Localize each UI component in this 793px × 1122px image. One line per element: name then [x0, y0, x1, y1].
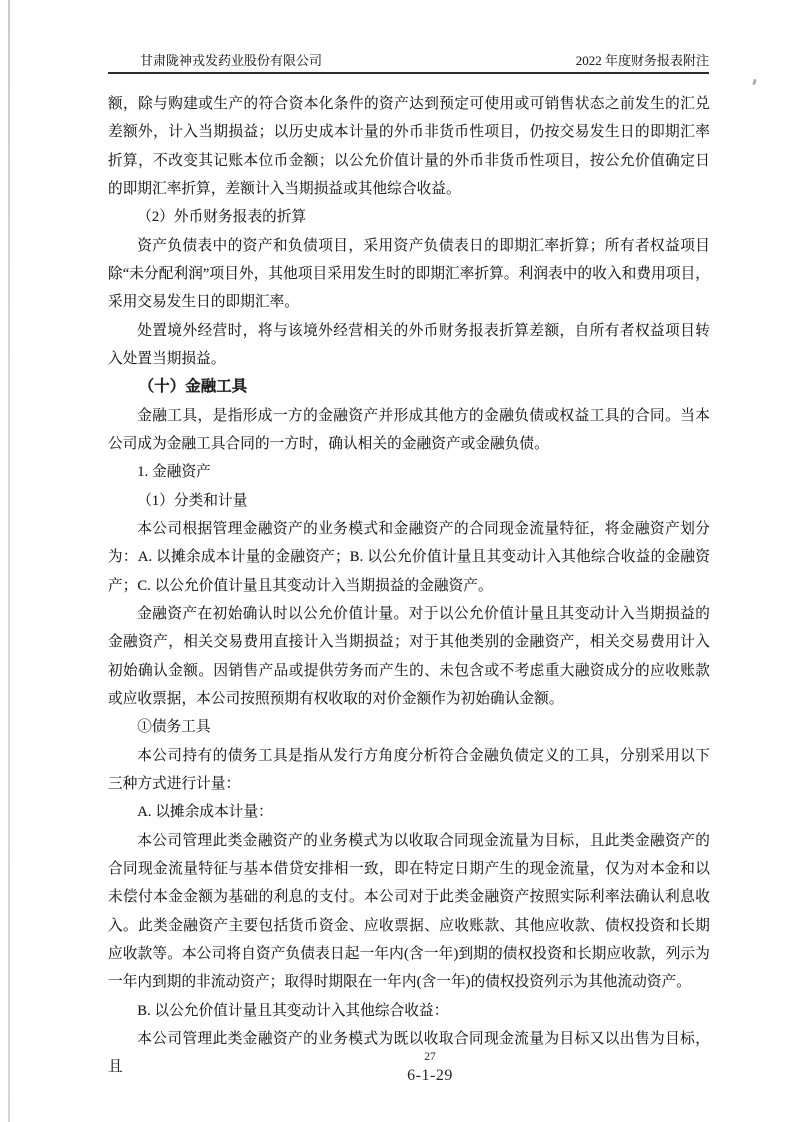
heading-financial-instruments: （十）金融工具: [138, 378, 248, 396]
footer-doc-code: 6-1-29: [407, 1067, 453, 1084]
paragraph-exchange-differences-continued: 额，除与购建或生产的符合资本化条件的资产达到预定可使用或可销售状态之前发生的汇兑差额外，计入当期损益；以历史成本计量的外币非货币性项目，仍按交易发生日的即期汇率折算，不改变其记账本位币金额；以公允价值计量的外币非货币性项目，按公允价值确定日的即期汇率折算，差额计入当期损益或其他综合收益。: [108, 96, 710, 197]
paragraph-fvoci-detail: 本公司管理此类金融资产的业务模式为既以收取合同现金流量为目标又以出售为目标，且: [108, 1030, 710, 1076]
label-classification-and-measurement: （1）分类和计量: [137, 492, 248, 509]
header-company-name: 甘肃陇神戎发药业股份有限公司: [140, 53, 323, 68]
label-fvoci: B. 以公允价值计量且其变动计入其他综合收益：: [137, 1002, 449, 1019]
label-amortized-cost: A. 以摊余成本计量：: [137, 804, 273, 821]
paragraph-classification-categories: 本公司根据管理金融资产的业务模式和金融资产的合同现金流量特征，将金融资产划分为：A. 以摊余成本计量的金融资产；B. 以公允价值计量且其变动计入其他综合收益的金融资产；C. 以公允价值计量且其变动计入当期损益的金融资产。: [108, 520, 710, 594]
label-debt-instruments: ①债务工具: [137, 719, 211, 736]
scan-speck: [752, 79, 757, 86]
paragraph-initial-recognition: 金融资产在初始确认时以公允价值计量。对于以公允价值计量且其变动计入当期损益的金融资产，相关交易费用直接计入当期损益；对于其他类别的金融资产，相关交易费用计入初始确认金额。因销售产品或提供劳务而产生的、未包含或不考虑重大融资成分的应收账款或应收票据，本公司按照预期有权收取的对价金额作为初始确认金额。: [108, 605, 710, 707]
header-rule: [108, 72, 709, 74]
page-header: [108, 50, 709, 69]
header-doc-title: 2022 年度财务报表附注: [575, 53, 709, 68]
subheading-foreign-currency-statement-translation: （2）外币财务报表的折算: [137, 209, 307, 226]
footer-page-number: 27: [424, 1051, 436, 1063]
scan-left-edge-line: [8, 0, 10, 1122]
label-financial-assets: 1. 金融资产: [137, 464, 211, 481]
document-body: [108, 90, 710, 1081]
paragraph-balance-sheet-translation: 资产负债表中的资产和负债项目，采用资产负债表日的即期汇率折算；所有者权益项目除“未分配利润”项目外，其他项目采用发生时的即期汇率折算。利润表中的收入和费用项目，采用交易发生日的即期汇率。: [108, 237, 710, 311]
paragraph-financial-instruments-definition: 金融工具，是指形成一方的金融资产并形成其他方的金融负债或权益工具的合同。当本公司成为金融工具合同的一方时，确认相关的金融资产或金融负债。: [108, 407, 710, 452]
paragraph-debt-instruments-definition: 本公司持有的债务工具是指从发行方角度分析符合金融负债定义的工具，分别采用以下三种方式进行计量：: [108, 747, 710, 792]
paragraph-disposal-foreign-operations: 处置境外经营时，将与该境外经营相关的外币财务报表折算差额，自所有者权益项目转入处置当期损益。: [108, 322, 710, 367]
paragraph-amortized-cost-detail: 本公司管理此类金融资产的业务模式为以收取合同现金流量为目标，且此类金融资产的合同现金流量特征与基本借贷安排相一致，即在特定日期产生的现金流量，仅为对本金和以未偿付本金金额为基础的利息的支付。本公司对于此类金融资产按照实际利率法确认利息收入。此类金融资产主要包括货币资金、应收票据、应收账款、其他应收款、债权投资和长期应收款等。本公司将自资产负债表日起一年内(含一年)到期的债权投资和长期应收款，列示为一年内到期的非流动资产；取得时期限在一年内(含一年)的债权投资列示为其他流动资产。: [108, 832, 710, 991]
